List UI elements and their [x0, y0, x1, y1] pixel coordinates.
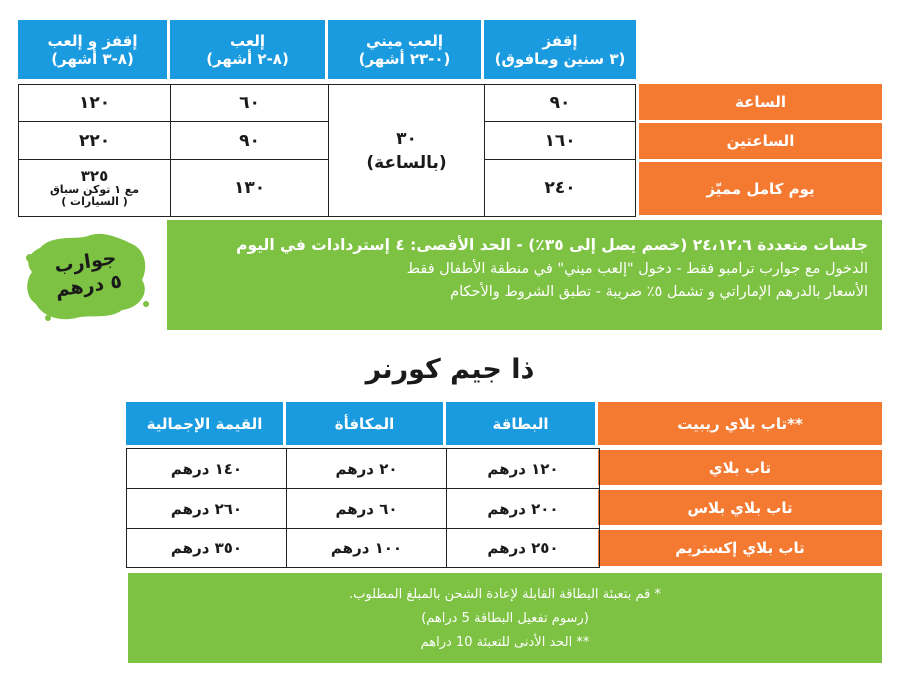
section-title: ذا جيم كورنر — [365, 354, 535, 385]
cell-jump-two-hours — [484, 121, 636, 160]
cell-card-value — [446, 528, 600, 568]
cell-play-hour — [170, 84, 329, 122]
promo-line-1: جلسات متعددة ٢٤،١٢،٦ (خصم يصل إلى ٣٥٪) - الحد الأقصى: ٤ إستردادات في اليوم — [236, 236, 868, 254]
price-value: ٦٠ — [239, 93, 260, 113]
price-value: ١٣٠ — [233, 178, 266, 198]
amount-text: ٢٥٠ درهم — [487, 539, 559, 557]
price-value: ٢٢٠ — [78, 130, 111, 151]
amount-text: ١٠٠ درهم — [330, 539, 403, 557]
row-label-two-hours — [639, 123, 882, 159]
header-play-mini-title: إلعب ميني — [365, 31, 444, 50]
cell-total-value — [126, 448, 287, 489]
price-value: ٩٠ — [239, 130, 260, 151]
card-row-label-text: تاب بلاي إكستريم — [675, 539, 805, 557]
socks-price: ٥ درهم — [53, 270, 124, 302]
card-header-total — [126, 402, 283, 445]
cell-bonus-value — [286, 488, 447, 529]
price-value: ١٢٠ — [78, 93, 111, 113]
header-jump-play-age: (٨-٣ أشهر) — [51, 49, 134, 68]
promo-line-3: الأسعار بالدرهم الإماراتي و تشمل ٥٪ ضريبة - تطبق الشروط والأحكام — [450, 284, 868, 300]
promo-box — [167, 220, 882, 330]
header-jump-age: (٣ سنين ومافوق) — [494, 49, 626, 68]
promo-line-2: الدخول مع جوارب ترامبو فقط - دخول "إلعب ميني" في منطقة الأطفال فقط — [406, 261, 868, 277]
card-header-text: البطاقة — [492, 414, 549, 433]
card-row-label-tap-play — [598, 450, 882, 485]
card-header-card — [446, 402, 595, 445]
row-label-text: الساعة — [735, 93, 787, 111]
note-line-3: ** الحد الأدنى للتعبئة 10 دراهم — [420, 635, 590, 650]
note-line-1: * قم بتعبئة البطاقة القابلة لإعادة الشحن بالمبلغ المطلوب. — [349, 587, 661, 602]
price-value: ٢٤٠ — [544, 178, 576, 198]
cell-total-value — [126, 528, 287, 568]
price-note-2: ( السيارات ) — [61, 194, 128, 208]
card-header-text: القيمة الإجمالية — [146, 414, 263, 433]
amount-text: ٦٠ درهم — [335, 499, 398, 518]
cell-jump-play-hour — [18, 84, 171, 122]
amount-text: ٣٥٠ درهم — [170, 539, 243, 557]
header-play-mini — [328, 20, 481, 79]
header-play-age: (٨-٢ أشهر) — [206, 49, 289, 68]
amount-text: ١٤٠ درهم — [170, 459, 243, 478]
price-value: ١٦٠ — [544, 130, 576, 151]
header-play — [170, 20, 325, 79]
cell-total-value — [126, 488, 287, 529]
cell-play-mini-merged — [328, 84, 485, 217]
header-jump-play — [18, 20, 167, 79]
amount-text: ٢٠٠ درهم — [487, 499, 559, 518]
card-corner-text: **تاب بلاي ريبيت — [677, 414, 803, 433]
note-line-2: (رسوم تفعيل البطاقة 5 دراهم) — [421, 611, 589, 626]
amount-text: ١٢٠ درهم — [487, 459, 559, 478]
mini-price-value: ٣٠ — [396, 128, 417, 149]
card-corner-label — [598, 402, 882, 445]
row-label-full-day — [639, 162, 882, 215]
cell-bonus-value — [286, 448, 447, 489]
header-jump-title: إقفز — [542, 31, 578, 50]
socks-badge — [22, 228, 152, 324]
cell-bonus-value — [286, 528, 447, 568]
cell-jump-full-day — [484, 159, 636, 217]
socks-label: جوارب — [53, 246, 118, 278]
cell-card-value — [446, 488, 600, 529]
cell-jump-play-two-hours — [18, 121, 171, 160]
cell-jump-play-full-day — [18, 159, 171, 217]
header-jump — [484, 20, 636, 79]
card-row-label-tap-play-extreme — [598, 530, 882, 566]
cell-play-full-day — [170, 159, 329, 217]
header-play-mini-age: (٠-٢٣ أشهر) — [358, 49, 451, 68]
price-value: ٣٢٥ — [80, 166, 109, 185]
cell-play-two-hours — [170, 121, 329, 160]
card-header-bonus — [286, 402, 443, 445]
mini-price-unit: (بالساعة) — [366, 152, 447, 173]
header-jump-play-title: إقفز و إلعب — [47, 31, 138, 50]
row-label-text: يوم كامل مميّز — [706, 179, 815, 198]
amount-text: ٢٦٠ درهم — [170, 499, 243, 518]
header-play-title: إلعب — [229, 31, 266, 50]
price-note: مع ١ توكن سباق — [49, 182, 140, 196]
card-header-text: المكافأة — [334, 414, 395, 433]
row-label-text: الساعتين — [726, 132, 795, 150]
cell-jump-hour — [484, 84, 636, 122]
amount-text: ٢٠ درهم — [335, 459, 398, 478]
row-label-hour — [639, 84, 882, 120]
cell-card-value — [446, 448, 600, 489]
card-row-label-text: تاب بلاي — [708, 458, 772, 477]
price-value: ٩٠ — [549, 93, 571, 113]
card-row-label-text: تاب بلاي بلاس — [687, 498, 793, 517]
card-row-label-tap-play-plus — [598, 490, 882, 525]
notes-box — [128, 573, 882, 663]
